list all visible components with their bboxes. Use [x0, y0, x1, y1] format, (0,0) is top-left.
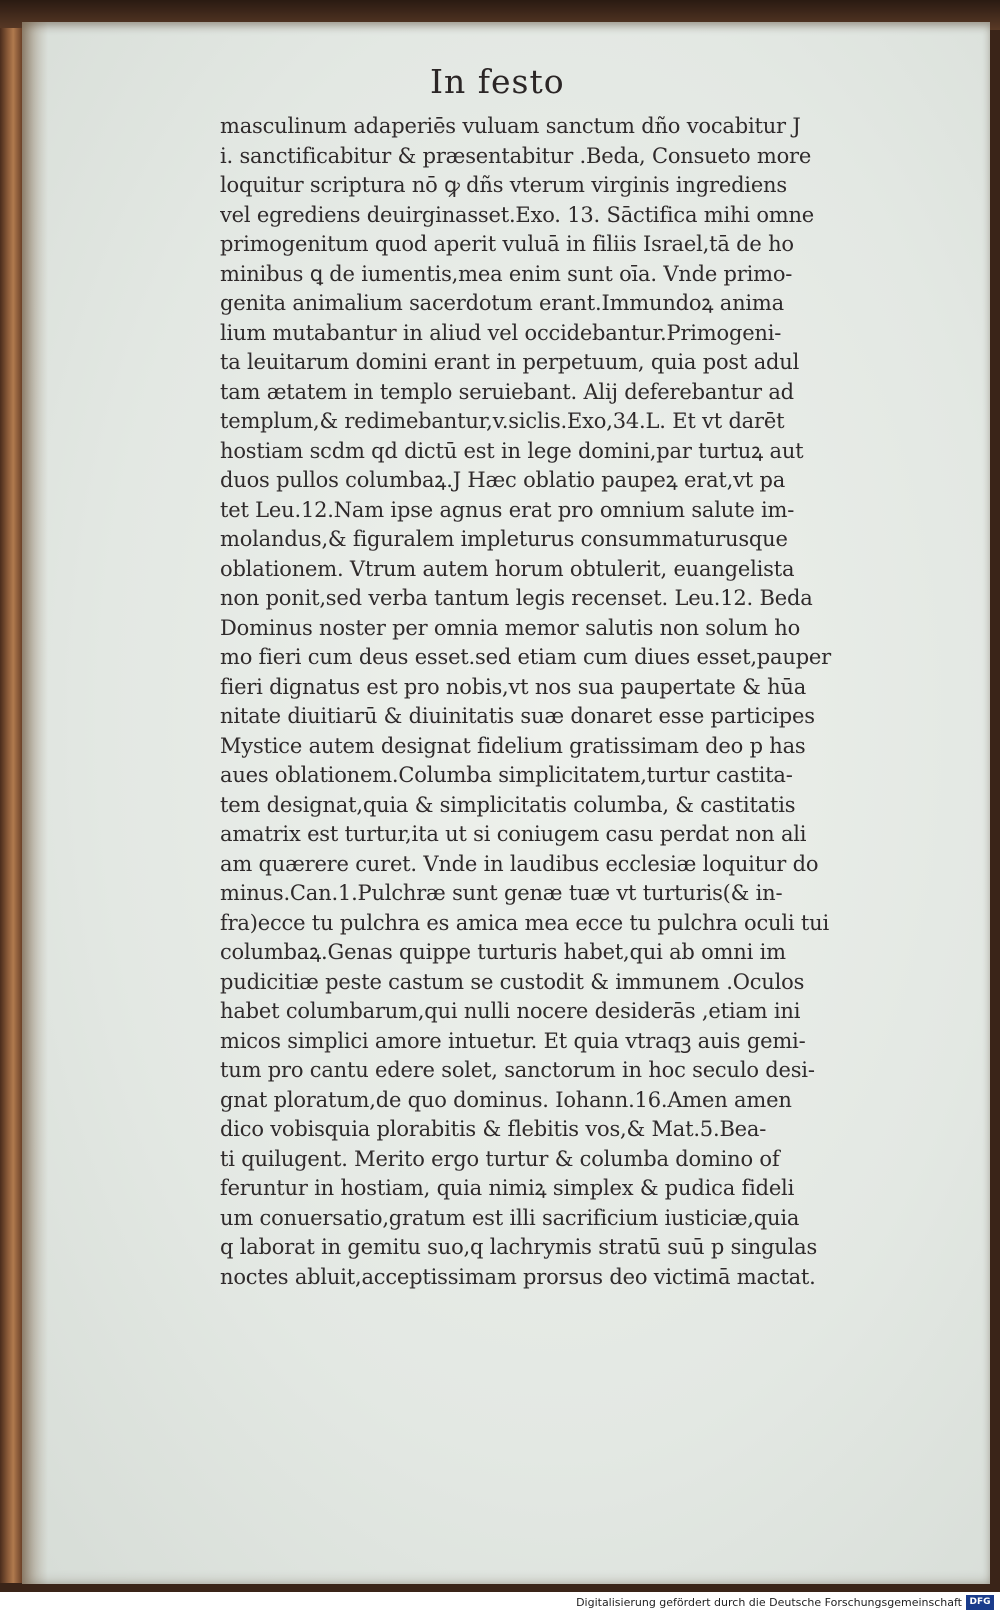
text-line: um conuersatio,gratum est illi sacrificium iusticiæ,quia: [220, 1205, 800, 1230]
text-line: minibus ꝗ de iumentis,mea enim sunt oīa. Vnde primo-: [220, 261, 793, 286]
text-line: minus.Can.1.Pulchræ sunt genæ tuæ vt turturis(& in-: [220, 881, 783, 905]
text-line: tam ætatem in templo seruiebant. Alij deferebantur ad: [220, 379, 794, 404]
text-line: hostiam scdm qd dictū est in lege domini,par turtuꝝ aut: [220, 438, 804, 463]
page-gutter-shadow: [22, 22, 48, 1584]
text-line: tem designat,quia & simplicitatis columba, & castitatis: [220, 792, 796, 817]
text-line: nitate diuitiarū & diuinitatis suæ donaret esse participes: [220, 704, 815, 728]
text-line: micos simplici amore intuetur. Et quia vtraqꝫ auis gemi-: [220, 1028, 806, 1053]
text-line: gnat ploratum,de quo dominus. Iohann.16.Amen amen: [220, 1087, 792, 1112]
book-spine-edge: [0, 28, 22, 1583]
dfg-logo: DFG: [966, 1595, 994, 1610]
text-line: non ponit,sed verba tantum legis recenset. Leu.12. Beda: [220, 586, 813, 610]
text-line: fieri dignatus est pro nobis,vt nos sua paupertate & hūa: [220, 674, 807, 699]
text-line: ta leuitarum domini erant in perpetuum, quia post adul: [220, 350, 800, 374]
text-line: primogenitum quod aperit vuluā in filiis Israel,tā de ho: [220, 232, 794, 256]
text-line: oblationem. Vtrum autem horum obtulerit, euangelista: [220, 556, 795, 581]
text-line: q laborat in gemitu suo,q lachrymis stratū suū p singulas: [220, 1235, 818, 1259]
text-line: dico vobisquia plorabitis & flebitis vos,& Mat.5.Bea-: [220, 1117, 767, 1141]
text-line: i. sanctificabitur & præsentabitur .Beda, Consueto more: [220, 143, 812, 168]
text-line: ti quilugent. Merito ergo turtur & columba domino of: [220, 1146, 780, 1171]
text-line: tet Leu.12.Nam ipse agnus erat pro omnium salute im-: [220, 497, 795, 522]
text-line: molandus,& figuralem impleturus consummaturusque: [220, 527, 788, 551]
text-line: templum,& redimebantur,v.siclis.Exo,34.L. Et vt darēt: [220, 409, 785, 433]
text-line: amatrix est turtur,ita ut si coniugem casu perdat non ali: [220, 822, 807, 846]
text-line: noctes abluit,acceptissimam prorsus deo victimā mactat.: [220, 1264, 816, 1289]
text-line: mo fieri cum deus esset.sed etiam cum diues esset,pauper: [220, 645, 831, 669]
text-line: masculinum adaperiēs vuluam sanctum dño vocabitur J: [220, 114, 801, 138]
text-line: lium mutabantur in aliud vel occidebantur.Primogeni-: [220, 320, 782, 345]
text-line: am quærere curet. Vnde in laudibus ecclesiæ loquitur do: [220, 851, 819, 876]
text-block: [220, 112, 920, 1292]
text-line: feruntur in hostiam, quia nimiꝝ simplex & pudica fideli: [220, 1176, 795, 1200]
text-line: vel egrediens deuirginasset.Exo. 13. Sāctifica mihi omne: [220, 202, 815, 227]
text-line: Dominus noster per omnia memor salutis non solum ho: [220, 615, 801, 640]
footer-bar: [0, 1592, 1000, 1615]
text-line: genita animalium sacerdotum erant.Immundoꝝ anima: [220, 291, 784, 315]
text-line: duos pullos columbaꝝ.J Hæc oblatio paupeꝝ erat,vt pa: [220, 468, 786, 492]
text-line: aues oblationem.Columba simplicitatem,turtur castita-: [220, 763, 793, 787]
text-line: pudicitiæ peste castum se custodit & immunem .Oculos: [220, 969, 805, 994]
running-head: In festo: [430, 62, 565, 101]
text-line: loquitur scriptura nō ꝙ dñs vterum virginis ingrediens: [220, 173, 787, 197]
text-line: columbaꝝ.Genas quippe turturis habet,qui ab omni im: [220, 940, 786, 964]
digitization-credit: Digitalisierung gefördert durch die Deutsche Forschungsgemeinschaft: [576, 1596, 962, 1609]
text-line: fra)ecce tu pulchra es amica mea ecce tu pulchra oculi tui: [220, 910, 829, 935]
text-line: habet columbarum,qui nulli nocere desiderās ,etiam ini: [220, 999, 801, 1023]
text-line: Mystice autem designat fidelium gratissimam deo p has: [220, 733, 806, 758]
text-line: tum pro cantu edere solet, sanctorum in hoc seculo desi-: [220, 1058, 815, 1082]
